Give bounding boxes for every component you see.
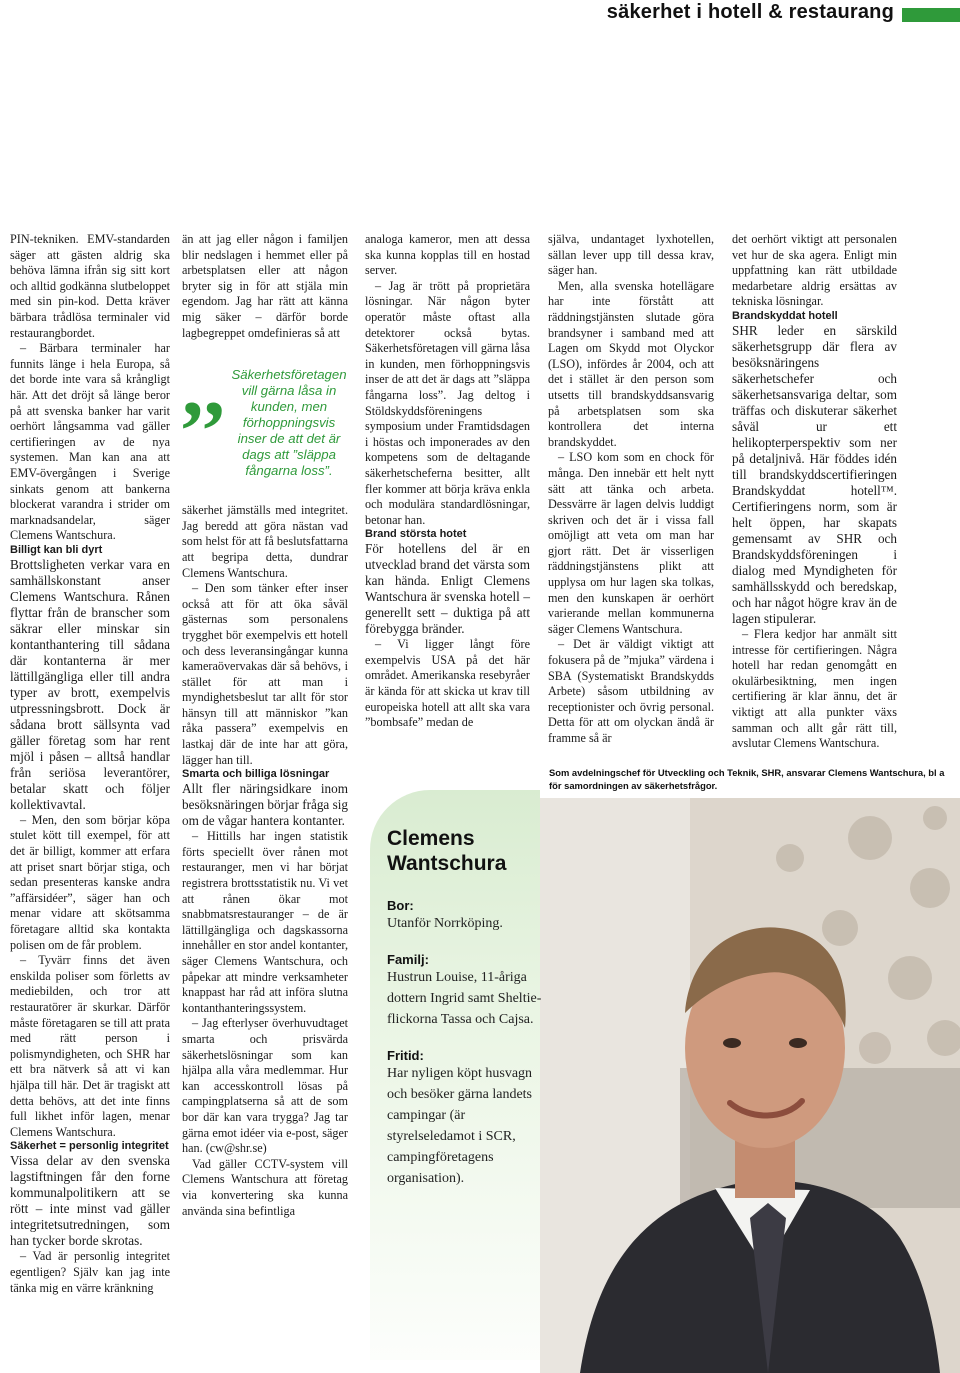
quote-mark-icon: ,, — [182, 338, 225, 435]
subheading: Smarta och billiga lösningar — [182, 768, 330, 781]
paragraph: – Vi ligger långt före exempelvis USA på det här området. Amerikanska resebyråer är kända för att skicka ut krav till europeiska hotell att allt ska vara ”bombsafe” medan de — [365, 637, 530, 730]
page-header — [0, 0, 960, 30]
paragraph: PIN-tekniken. EMV-standarden säger att gästen aldrig ska behöva lämna ifrån sig sitt kort och alltid godkänna slutbeloppet med sin pin-kod. Detta kräver bärbara trådlösa terminaler vid restaurangbordet. — [10, 232, 170, 340]
article-column-2 — [182, 232, 348, 1219]
pull-quote — [182, 338, 348, 499]
paragraph: själva, undantaget lyxhotellen, sällan lever upp till dessa krav, säger han. — [548, 232, 714, 278]
paragraph: SHR leder en särskild säkerhetsgrupp där flera av besöksnäringens säkerhetschefer och säkerhetsansvariga deltar, som träffas och diskuterar säkerhet såväl ur ett helikopterperspektiv som ner på detaljnivå. Här föddes idén till brandskyddscertifieringen Brandskyddat hotell™. Certifieringens norm, som är helt öppen, har skapats gemensamt av SHR och Brandskyddsföreningen i dialog med Myndigheten för samhällsskydd och beredskap, och har något högre krav än de lagen stipulerar. — [732, 322, 897, 626]
paragraph: det oerhört viktigt att personalen vet hur de ska agera. Enligt min uppfattning kan rätt utbildade medarbetare aldrig ersättas av tekniska lösningar. — [732, 232, 897, 309]
paragraph: – Vad är personlig integritet egentligen? Själv kan jag inte tänka mig en värre kränkning — [10, 1249, 170, 1295]
profile-name: Clemens Wantschura — [387, 827, 507, 875]
paragraph: Brottsligheten verkar vara en samhällskonstant anser Clemens Wantschura. Rånen flyttar från de branscher som säkrar eller minskar sin kontanthantering till sådana där kontanterna är mer lättillgängliga eller till andra typer av brott, exempelvis utpressningsbrott. Dock är sådana brott sällsynta vad gäller företag som har rent mjöl i påsen – alltså handlar från seriösa leverantörer, betalar skatt och följer kollektivavtal. — [10, 556, 170, 812]
paragraph: – Jag efterlyser överhuvudtaget smarta och prisvärda säkerhetslösningar som kan hjälpa alla våra medlemmar. Hur kan accesskontroll lösas på campingplatserna så att de som bor där kan vara trygga? Jag tar gärna emot idéer via e-post, säger han. (cw@shr.se) — [182, 1016, 348, 1156]
paragraph: – Flera kedjor har anmält sitt intresse för certifieringen. Några hotell har redan genomgått en okulärbesiktning, men ingen certifiering är klar ännu, det är viktigt att alla punkter växs samman och allt går rätt till, avslutar Clemens Wantschura. — [732, 626, 897, 751]
subheading: Billigt kan bli dyrt — [10, 543, 103, 556]
profile-box — [370, 790, 540, 1360]
profile-label-familj: Familj: — [387, 952, 429, 967]
paragraph: än att jag eller någon i familjen blir nedslagen i hemmet eller på arbetsplatsen eller att någon bryter sig in för att stjäla min egendom. Jag har rätt att känna mig säker – därför borde lagbegreppet omdefinieras så att — [182, 232, 348, 340]
article-column-1 — [10, 232, 170, 1296]
paragraph: För hotellens del är en utvecklad brand det värsta som kan hända. Enligt Clemens Wantschura är svenska hotell – generellt sett – duktiga på att förebygga bränder. — [365, 541, 530, 637]
profile-label-fritid: Fritid: — [387, 1048, 424, 1063]
paragraph: – Hittills har ingen statistik förts speciellt över rånen mot restauranger, men vi har börjat registrera brottsstatistik nu. Vi vet att rånen ökar mot snabbmatsrestauranger – de är lättillgängliga och dagskassorna innehåller en stor andel kontanter, säger Clemens Wantschura, och påpekar att mindre verksamheter knappast har råd att införa slutna kontanthanteringssystem. — [182, 829, 348, 1015]
subheading: Brand största hotet — [365, 528, 467, 541]
photo-caption: Som avdelningschef för Utveckling och Teknik, SHR, ansvarar Clemens Wantschura, bl a för samordningen av säkerhetsfrågor. — [549, 767, 945, 791]
paragraph: analoga kameror, men att dessa ska kunna kopplas till en hostad server. — [365, 232, 530, 278]
paragraph: – Men, den som börjar köpa stulet kött till exempel, för att det är billigt, kommer att erfara att priset snart börjar stiga, och sedan presenteras kanske andra ”affärsidéer”, säger han och menar vidare att skötsamma företagare alltid ska kontakta polisen om de får problem. — [10, 812, 170, 952]
article-column-4 — [548, 232, 714, 747]
paragraph: Vissa delar av den svenska lagstiftningen får den forne kommunalpolitikern att se rött – inte minst vad gäller integritetsutredningen, som han tycker borde skrotas. — [10, 1153, 170, 1249]
paragraph: – Bärbara terminaler har funnits länge i hela Europa, så det borde inte vara så krångligt här. Att det dröjt så länge beror på att svenska banker har varit oerhört långsamma vad gäller certifieringen av de nya systemen. Man kan ana att EMV-övergången i Sverige sinkats genom att bankerna blockerat varandra i strider om marknadsandelar, säger Clemens Wantschura. — [10, 341, 170, 543]
profile-value-bor: Utanför Norrköping. — [387, 916, 503, 931]
article-column-3 — [365, 232, 530, 731]
paragraph: säkerhet jämställs med integritet. Jag beredd att göra nästan vad som helst för att få beslutsfattarna att begripa detta, dundrar Clemens Wantschura. — [182, 503, 348, 580]
paragraph: – Tyvärr finns det även enskilda poliser som förletts av mediebilden, och tror att restauratörer är skurkar. Därför måste företagaren se till att prata med rätt person i polismyndigheten, och SHR har ett bra nätverk så att vi kan hjälpa till här. Det är tragiskt att detta behövs, att det inte finns full likhet inför lagen, menar Clemens Wantschura. — [10, 953, 170, 1139]
subheading: Säkerhet = personlig integritet — [10, 1140, 169, 1153]
paragraph: Vad gäller CCTV-system vill Clemens Wantschura att företag via konvertering ska kunna använda sina befintliga — [182, 1156, 348, 1218]
profile-content — [387, 826, 543, 1207]
header-accent-block — [902, 8, 960, 22]
portrait-illustration — [540, 798, 960, 1373]
profile-value-fritid: Har nyligen köpt husvagn och besöker gärna landets campingar (är styrelseledamot i SCR, campingföretagens organisation). — [387, 1066, 533, 1186]
paragraph: Allt fler näringsidkare inom besöksnäringen börjar fråga sig om de vågar hantera kontanter. — [182, 781, 348, 829]
portrait-photo — [540, 798, 960, 1373]
paragraph: – Jag är trött på proprietära lösningar. När någon byter operatör måste oftast alla detektorer också bytas. Säkerhetsföretagen vill gärna låsa in kunden, men förhoppningsvis inser de att det är dags att ”släppa fångarna loss”. Jag deltog i Stöldskyddsföreningens symposium under Framtidsdagen i höstas och imponerades av den kompetens som de deltagande säkerhetscheferna besitter, allt fler kommer att börja kräva enkla och modulära standardlösningar, betonar han. — [365, 278, 530, 527]
paragraph: Men, alla svenska hotellägare har inte förstått att räddningstjänsten slutade göra brandsyner i samband med att Lagen om Skydd mot Olyckor (LSO), infördes år 2004, och att det i stället är den person som utsetts till brandskyddsansvarig på arbetsplatsen som ska kontrollera det interna brandskyddet. — [548, 278, 714, 449]
subheading: Brandskyddat hotell — [732, 309, 838, 322]
paragraph: – LSO kom som en chock för många. Den innebär ett helt nytt sätt att tänka och arbeta. Dessvärre är lagen delvis luddigt skriven och det är i vissa fall omöjligt att veta om man har gjort rätt. Det är visserligen räddningstjänstens plikt att upplysa om hur lagen ska tolkas, men den kunskapen är oerhört varierande mellan kommunerna säger Clemens Wantschura. — [548, 450, 714, 636]
section-title: säkerhet i hotell & restaurang — [606, 1, 894, 23]
profile-value-familj: Hustrun Louise, 11-åriga dottern Ingrid samt Sheltie-flickorna Tassa och Cajsa. — [387, 970, 542, 1027]
paragraph: – Det är väldigt viktigt att fokusera på de ”mjuka” värdena i SBA (Systematiskt Brandskydds Arbete) såsom utbildning av receptionister och övrig personal. Detta för att om olyckan ändå är framme så är — [548, 637, 714, 745]
pull-quote-text: Säkerhetsföretagen vill gärna låsa in kunden, men förhoppningsvis inser de att det är dags att ”släppa fångarna loss”. — [231, 367, 347, 479]
profile-label-bor: Bor: — [387, 898, 414, 913]
paragraph: – Den som tänker efter inser också att för att öka såväl gästernas som personalens trygghet bör exempelvis ett hotell och dess leveransingångar kunna kameraövervakas där så behövs, i stället för att man i myndighetsbeslut tar allt för stor hänsyn till att människor ”kan råka passera” exempelvis en lastkaj där de inte har att göra, lägger han till. — [182, 581, 348, 767]
article-column-5 — [732, 232, 897, 752]
